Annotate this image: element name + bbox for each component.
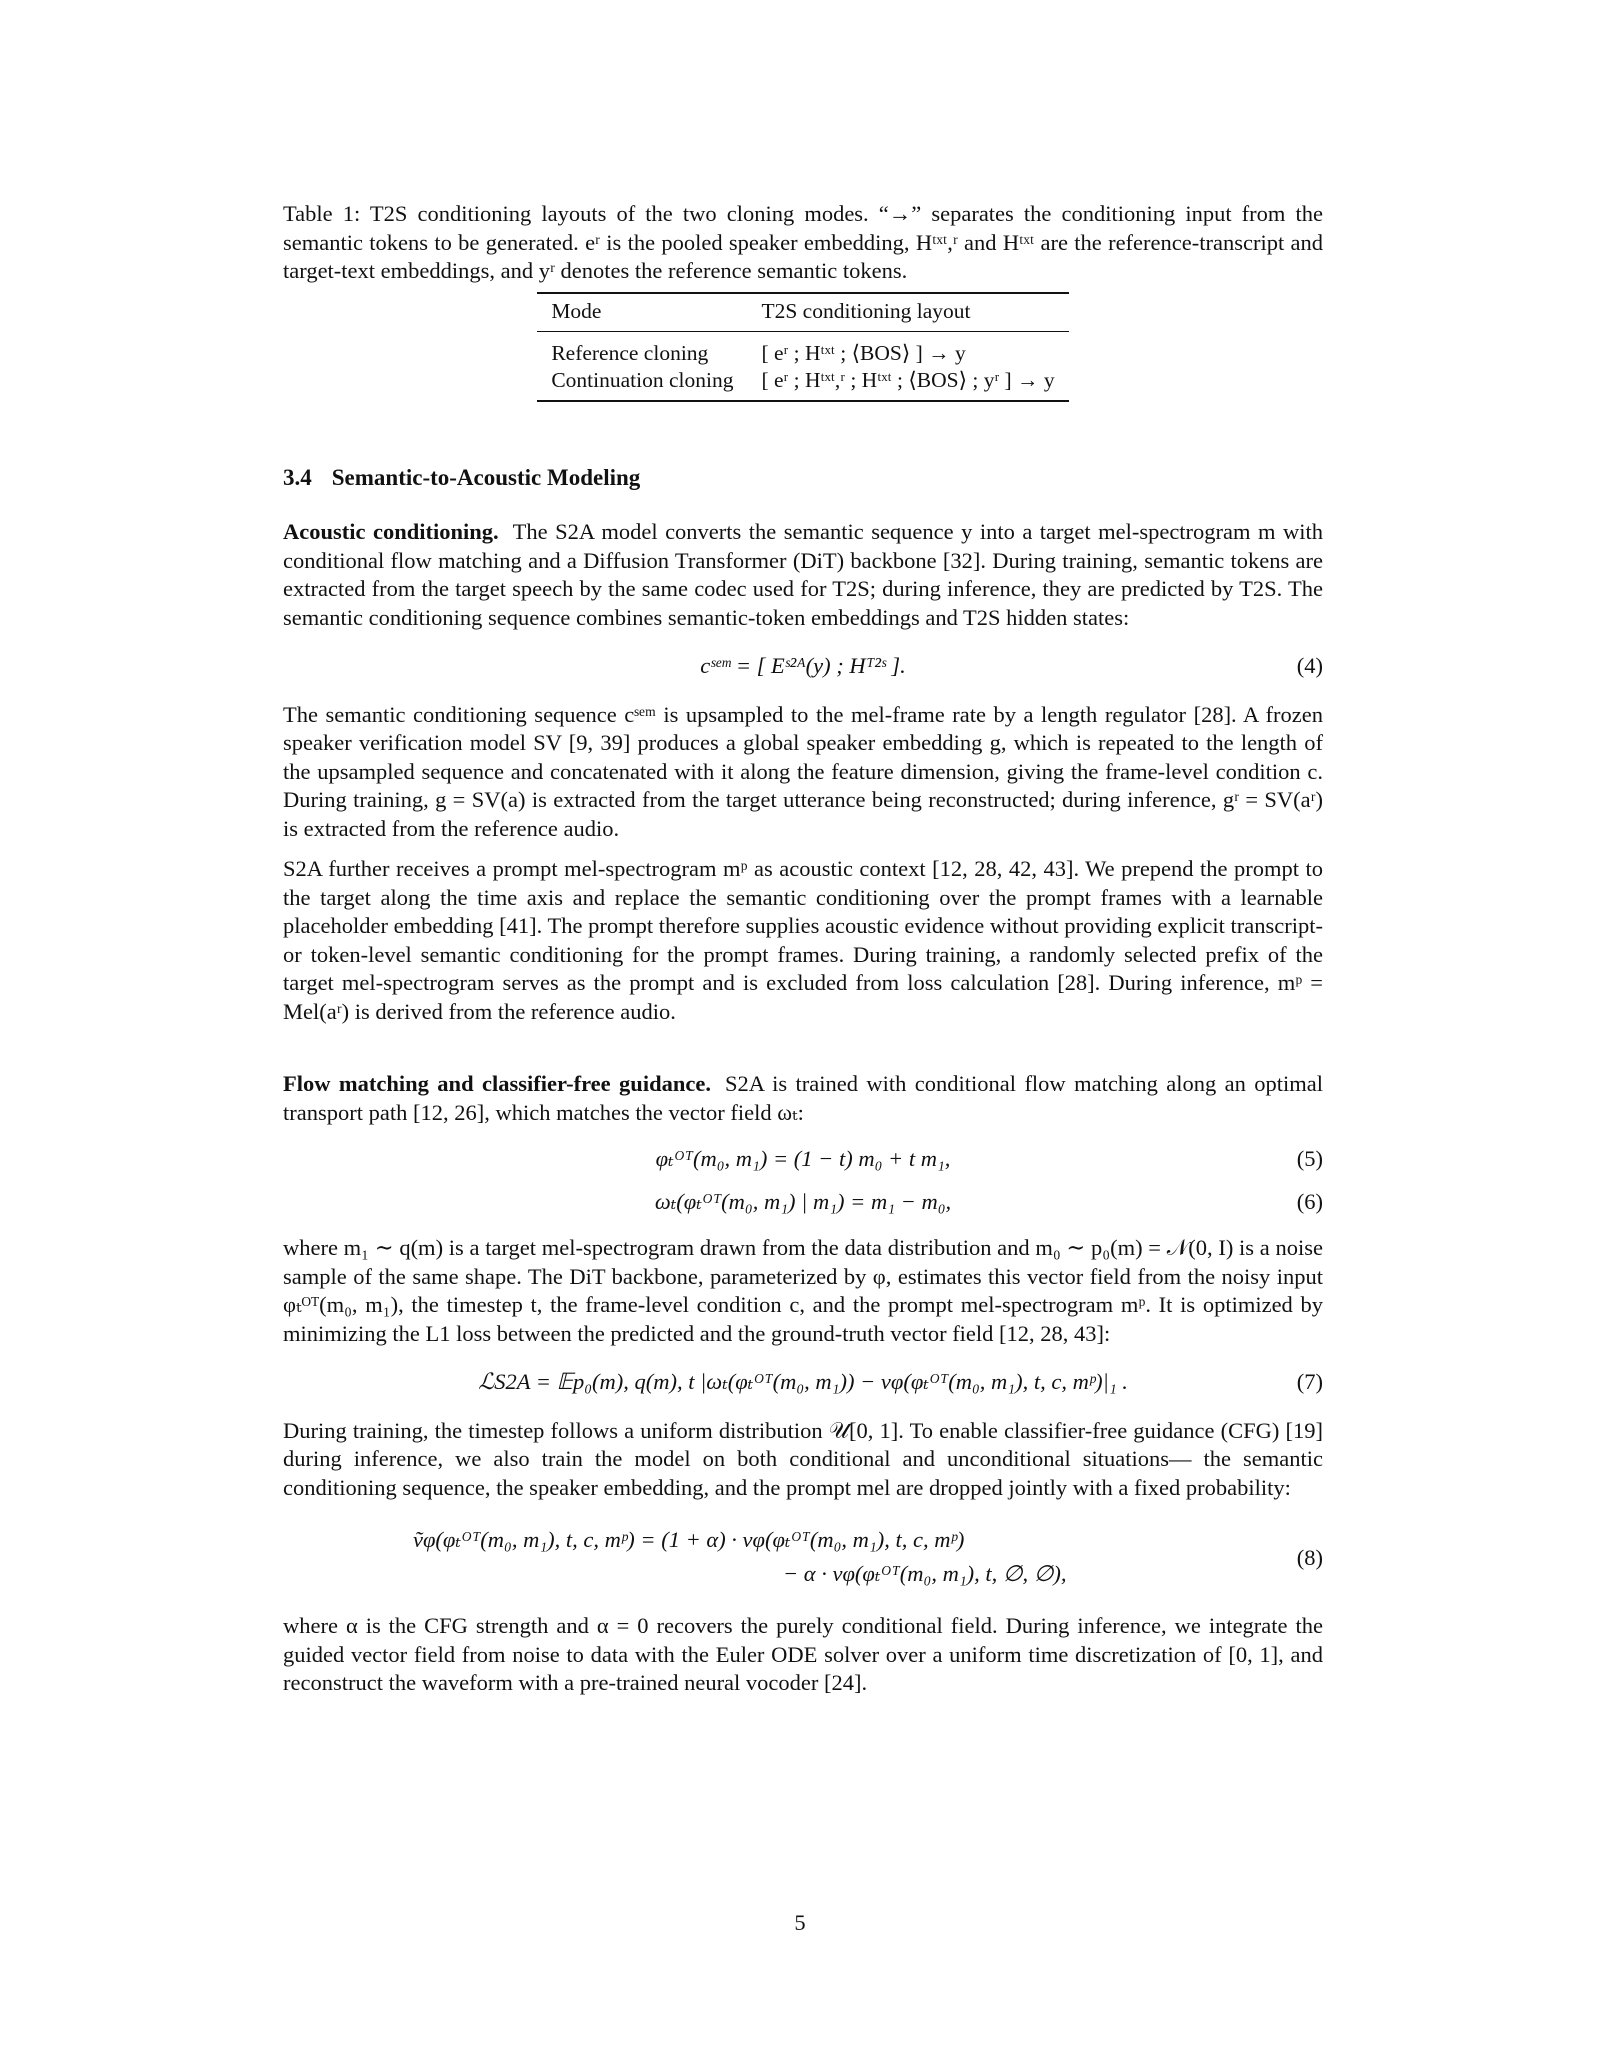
- equation-5: [283, 1145, 1323, 1174]
- equation-number: (8): [1296, 1545, 1323, 1570]
- table-row: [537, 331, 1068, 367]
- paragraph-acoustic-3: S2A further receives a prompt mel-spectrogram mᵖ as acoustic context [12, 28, 42, 43]. We prepend the prompt to the target along the time axis and replace the semantic conditioning over the prompt frames with a learnable placeholder embedding [41]. The prompt therefore supplies acoustic evidence without providing explicit transcript- or token-level semantic conditioning for the prompt frames. During training, a randomly selected prefix of the target mel-spectrogram serves as the prompt and is excluded from loss calculation [28]. During inference, mᵖ = Mel(aʳ) is derived from the reference audio.: [283, 856, 1323, 1024]
- paragraph-heading-flow: Flow matching and classifier-free guidance.: [283, 1071, 711, 1096]
- paragraph-acoustic-2: The semantic conditioning sequence cˢᵉᵐ is upsampled to the mel-frame rate by a length regulator [28]. A frozen speaker verification model SV [9, 39] produces a global speaker embedding g, which is repeated to the length of the upsampled sequence and concatenated with it along the feature dimension, giving the frame-level condition c. During training, g = SV(a) is extracted from the target utterance being reconstructed; during inference, gʳ = SV(aʳ) is extracted from the reference audio.: [283, 701, 1323, 841]
- conditioning-table: [537, 292, 1068, 402]
- paragraph-flow-4: where α is the CFG strength and α = 0 recovers the purely conditional field. During inference, we integrate the guided vector field from noise to data with the Euler ODE solver over a uniform time discretization of [0, 1], and reconstruct the waveform with a pre-trained neural vocoder [24].: [283, 1613, 1323, 1695]
- column-header-mode: Mode: [551, 298, 602, 323]
- section-number: 3.4: [283, 464, 312, 490]
- equation-7: [283, 1368, 1323, 1397]
- page-body: [283, 200, 1323, 1698]
- paragraph-text: S2A is trained with conditional flow matching along an optimal transport path [12, 26], which matches the vector field ωₜ:: [283, 1071, 1323, 1125]
- paragraph-text: The S2A model converts the semantic sequence y into a target mel-spectrogram m with conditional flow matching and a Diffusion Transformer (DiT) backbone [32]. During training, semantic tokens are extracted from the target speech by the same codec used for T2S; during inference, they are predicted by T2S. The semantic conditioning sequence combines semantic-token embeddings and T2S hidden states:: [283, 519, 1323, 630]
- page-number: 5: [794, 1910, 806, 1935]
- paragraph-acoustic-1: [283, 518, 1323, 632]
- equation-line-1: ṽφ(φₜᴼᵀ(m₀, m₁), t, c, mᵖ) = (1 + α) · vφ(φₜᴼᵀ(m₀, m₁), t, c, mᵖ): [413, 1527, 965, 1552]
- paragraph-flow-3: During training, the timestep follows a uniform distribution 𝒰[0, 1]. To enable classifier-free guidance (CFG) [19] during inference, we also train the model on both conditional and unconditional situations— the semantic conditioning sequence, the speaker embedding, and the prompt mel are dropped jointly with a fixed probability:: [283, 1417, 1323, 1500]
- equation-body: cˢᵉᵐ = [ Eˢ²ᴬ(y) ; Hᵀ²ˢ ].: [700, 653, 906, 678]
- paragraph-heading-acoustic: Acoustic conditioning.: [283, 519, 499, 544]
- equation-line-2: − α · vφ(φₜᴼᵀ(m₀, m₁), t, ∅, ∅),: [783, 1561, 1067, 1586]
- section-heading: [283, 464, 1323, 493]
- equation-number: (5): [1296, 1146, 1323, 1171]
- cell-mode: Reference cloning: [551, 340, 709, 365]
- equation-8: [283, 1526, 1323, 1588]
- equation-number: (4): [1296, 653, 1323, 678]
- equation-number: (6): [1296, 1188, 1323, 1214]
- equation-body: ℒS2A = 𝔼p₀(m), q(m), t |ωₜ(φₜᴼᵀ(m₀, m₁)) − vφ(φₜᴼᵀ(m₀, m₁), t, c, mᵖ)|₁ .: [478, 1369, 1128, 1394]
- paragraph-flow-2: where m₁ ∼ q(m) is a target mel-spectrogram drawn from the data distribution and m₀ ∼ p₀(m) = 𝒩(0, I) is a noise sample of the same shape. The DiT backbone, parameterized by φ, estimates this vector field from the noisy input φₜᴼᵀ(m₀, m₁), the timestep t, the frame-level condition c, and the prompt mel-spectrogram mᵖ. It is optimized by minimizing the L1 loss between the predicted and the ground-truth vector field [12, 28, 43]:: [283, 1235, 1323, 1346]
- equation-body: φₜᴼᵀ(m₀, m₁) = (1 − t) m₀ + t m₁,: [655, 1146, 951, 1171]
- section-title: Semantic-to-Acoustic Modeling: [331, 464, 641, 490]
- table-header-row: [537, 293, 1068, 332]
- column-header-layout: T2S conditioning layout: [761, 298, 971, 323]
- table-row: [537, 367, 1068, 401]
- cell-mode: Continuation cloning: [551, 367, 734, 392]
- cell-layout: [ eʳ ; Hᵗˣᵗ,ʳ ; Hᵗˣᵗ ; ⟨BOS⟩ ; yʳ ] → y: [761, 367, 1055, 392]
- cell-layout: [ eʳ ; Hᵗˣᵗ ; ⟨BOS⟩ ] → y: [761, 340, 966, 365]
- equation-4: [283, 652, 1323, 681]
- equation-6: [283, 1188, 1323, 1217]
- table-caption: Table 1: T2S conditioning layouts of the two cloning modes. “→” separates the conditioning input from the semantic tokens to be generated. eʳ is the pooled speaker embedding, Hᵗˣᵗ,ʳ and Hᵗˣᵗ are the reference-transcript and target-text embeddings, and yʳ denotes the reference semantic tokens.: [283, 201, 1323, 283]
- paragraph-flow-1: [283, 1070, 1323, 1127]
- equation-body: ωₜ(φₜᴼᵀ(m₀, m₁) | m₁) = m₁ − m₀,: [654, 1188, 952, 1214]
- equation-5-6: [283, 1145, 1323, 1216]
- equation-number: (7): [1296, 1369, 1323, 1394]
